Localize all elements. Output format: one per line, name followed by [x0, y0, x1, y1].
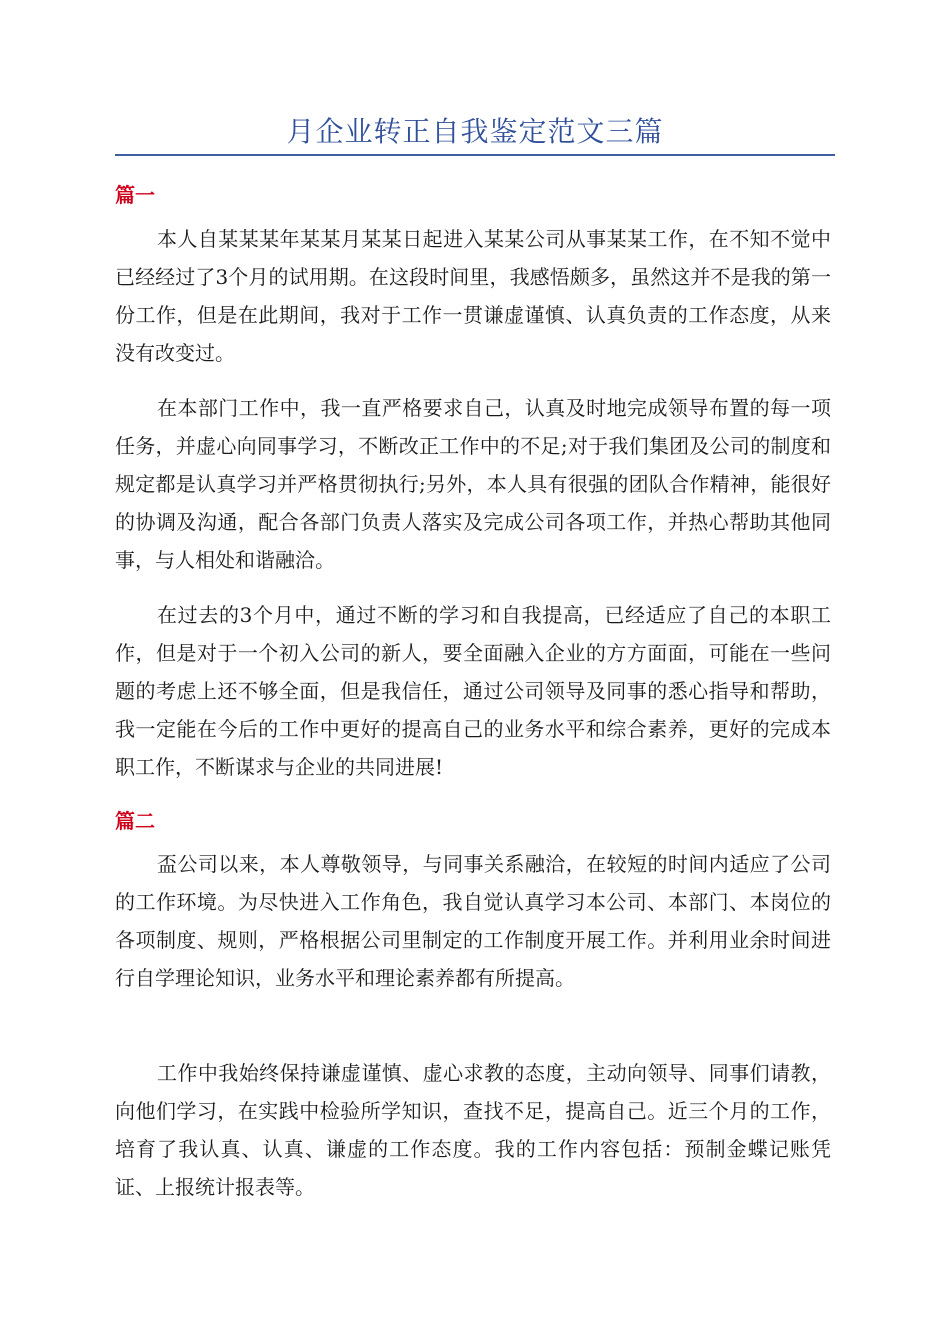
section-2-paragraph-2: 工作中我始终保持谦虚谨慎、虚心求教的态度，主动向领导、同事们请教，向他们学习，在实践中检验所学知识，查找不足，提高自己。近三个月的工作，培育了我认真、认真、谦虚的工作态度。我的工作内容包括：预制金蝶记账凭证、上报统计报表等。 — [115, 1061, 831, 1199]
section-heading-2: 篇二 — [115, 809, 155, 833]
document-title: 月企业转正自我鉴定范文三篇 — [286, 115, 664, 148]
section-heading-1: 篇一 — [115, 183, 155, 207]
section-1-paragraph-2: 在本部门工作中，我一直严格要求自己，认真及时地完成领导布置的每一项任务，并虚心向同事学习，不断改正工作中的不足;对于我们集团及公司的制度和规定都是认真学习并严格贯彻执行;另外，本人具有很强的团队合作精神，能很好的协调及沟通，配合各部门负责人落实及完成公司各项工作，并热心帮助其他同事，与人相处和谐融洽。 — [115, 396, 831, 572]
section-1-paragraph-3: 在过去的3个月中，通过不断的学习和自我提高，已经适应了自己的本职工作，但是对于一个初入公司的新人，要全面融入企业的方方面面，可能在一些问题的考虑上还不够全面，但是我信任，通过公司领导及同事的悉心指导和帮助，我一定能在今后的工作中更好的提高自己的业务水平和综合素养，更好的完成本职工作，不断谋求与企业的共同进展! — [115, 603, 831, 779]
section-1-paragraph-1: 本人自某某某年某某月某某日起进入某某公司从事某某工作，在不知不觉中已经经过了3个月的试用期。在这段时间里，我感悟颇多，虽然这并不是我的第一份工作，但是在此期间，我对于工作一贯谦虚谨慎、认真负责的工作态度，从来没有改变过。 — [115, 227, 831, 365]
title-underline — [115, 154, 835, 156]
section-2-paragraph-1: 盃公司以来，本人尊敬领导，与同事关系融洽，在较短的时间内适应了公司的工作环境。为尽快进入工作角色，我自觉认真学习本公司、本部门、本岗位的各项制度、规则，严格根据公司里制定的工作制度开展工作。并利用业余时间进行自学理论知识，业务水平和理论素养都有所提高。 — [115, 852, 831, 990]
